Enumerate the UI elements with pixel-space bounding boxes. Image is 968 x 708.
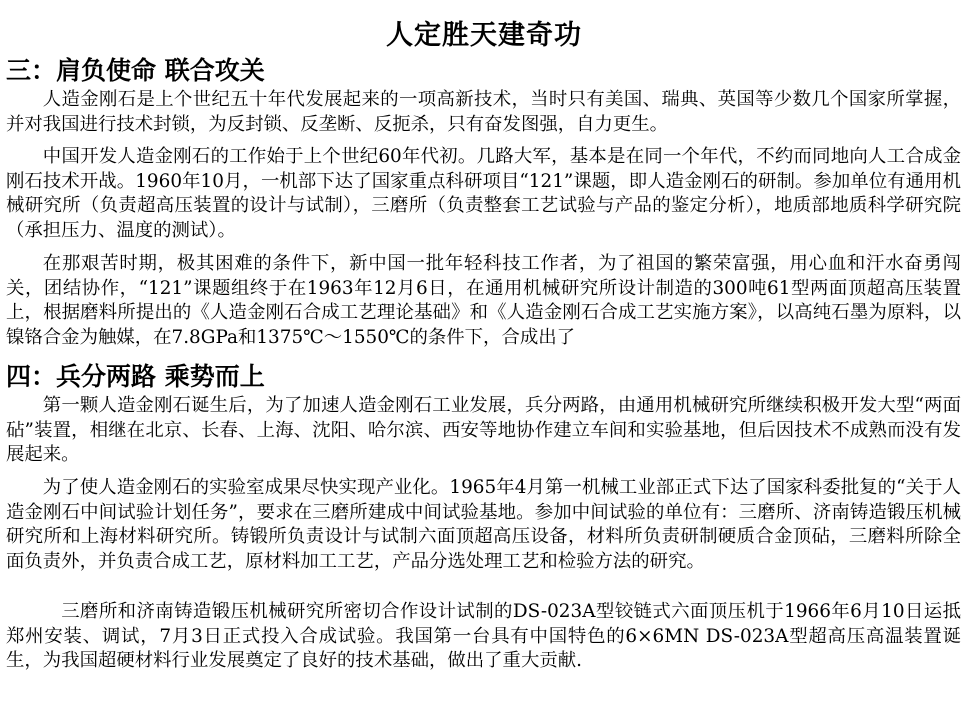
paragraph: 中国开发人造金刚石的工作始于上个世纪60年代初。几路大军，基本是在同一个年代，不约而同地向人工合成金刚石技术开战。1960年10月，一机部下达了国家重点科研项目“121”课题，即人造金刚石的研制。参加单位有通用机械研究所（负责超高压装置的设计与试制），三磨所（负责整套工艺试验与产品的鉴定分析），地质部地质科学研究院（承担压力、温度的测试）。 <box>6 146 961 241</box>
section-heading-4: 四：兵分两路 乘势而上 <box>6 362 265 391</box>
page-title: 人定胜天建奇功 <box>386 20 582 51</box>
paragraph: 三磨所和济南铸造锻压机械研究所密切合作设计试制的DS-023A型铰链式六面顶压机于1966年6月10日运抵郑州安装、调试，7月3日正式投入合成试验。我国第一台具有中国特色的6×6MN DS-023A型超高压高温装置诞生，为我国超硬材料行业发展奠定了良好的技术基础，做出了重大贡献. <box>6 601 961 672</box>
section-heading-3: 三：肩负使命 联合攻关 <box>6 56 265 85</box>
paragraph: 为了使人造金刚石的实验室成果尽快实现产业化。1965年4月第一机械工业部正式下达了国家科委批复的“关于人造金刚石中间试验计划任务”，要求在三磨所建成中间试验基地。参加中间试验的单位有：三磨所、济南铸造锻压机械研究所和上海材料研究所。铸锻所负责设计与试制六面顶超高压设备，材料所负责研制硬质合金顶砧，三磨料所除全面负责外，并负责合成工艺，原材料加工工艺，产品分选处理工艺和检验方法的研究。 <box>6 477 961 572</box>
paragraph: 第一颗人造金刚石诞生后，为了加速人造金刚石工业发展，兵分两路，由通用机械研究所继续积极开发大型“两面砧”装置，相继在北京、长春、上海、沈阳、哈尔滨、西安等地协作建立车间和实验基地，但后因技术不成熟而没有发展起来。 <box>6 395 961 466</box>
paragraph: 在那艰苦时期，极其困难的条件下，新中国一批年轻科技工作者，为了祖国的繁荣富强，用心血和汗水奋勇闯关，团结协作，“121”课题组终于在1963年12月6日，在通用机械研究所设计制造的300吨61型两面顶超高压装置上，根据磨料所提出的《人造金刚石合成工艺理论基础》和《人造金刚石合成工艺实施方案》，以高纯石墨为原料，以镍铬合金为触媒，在7.8GPa和1375℃～1550℃的条件下，合成出了 <box>6 253 961 348</box>
paragraph: 人造金刚石是上个世纪五十年代发展起来的一项高新技术，当时只有美国、瑞典、英国等少数几个国家所掌握，并对我国进行技术封锁，为反封锁、反垄断、反扼杀，只有奋发图强，自力更生。 <box>6 89 961 135</box>
